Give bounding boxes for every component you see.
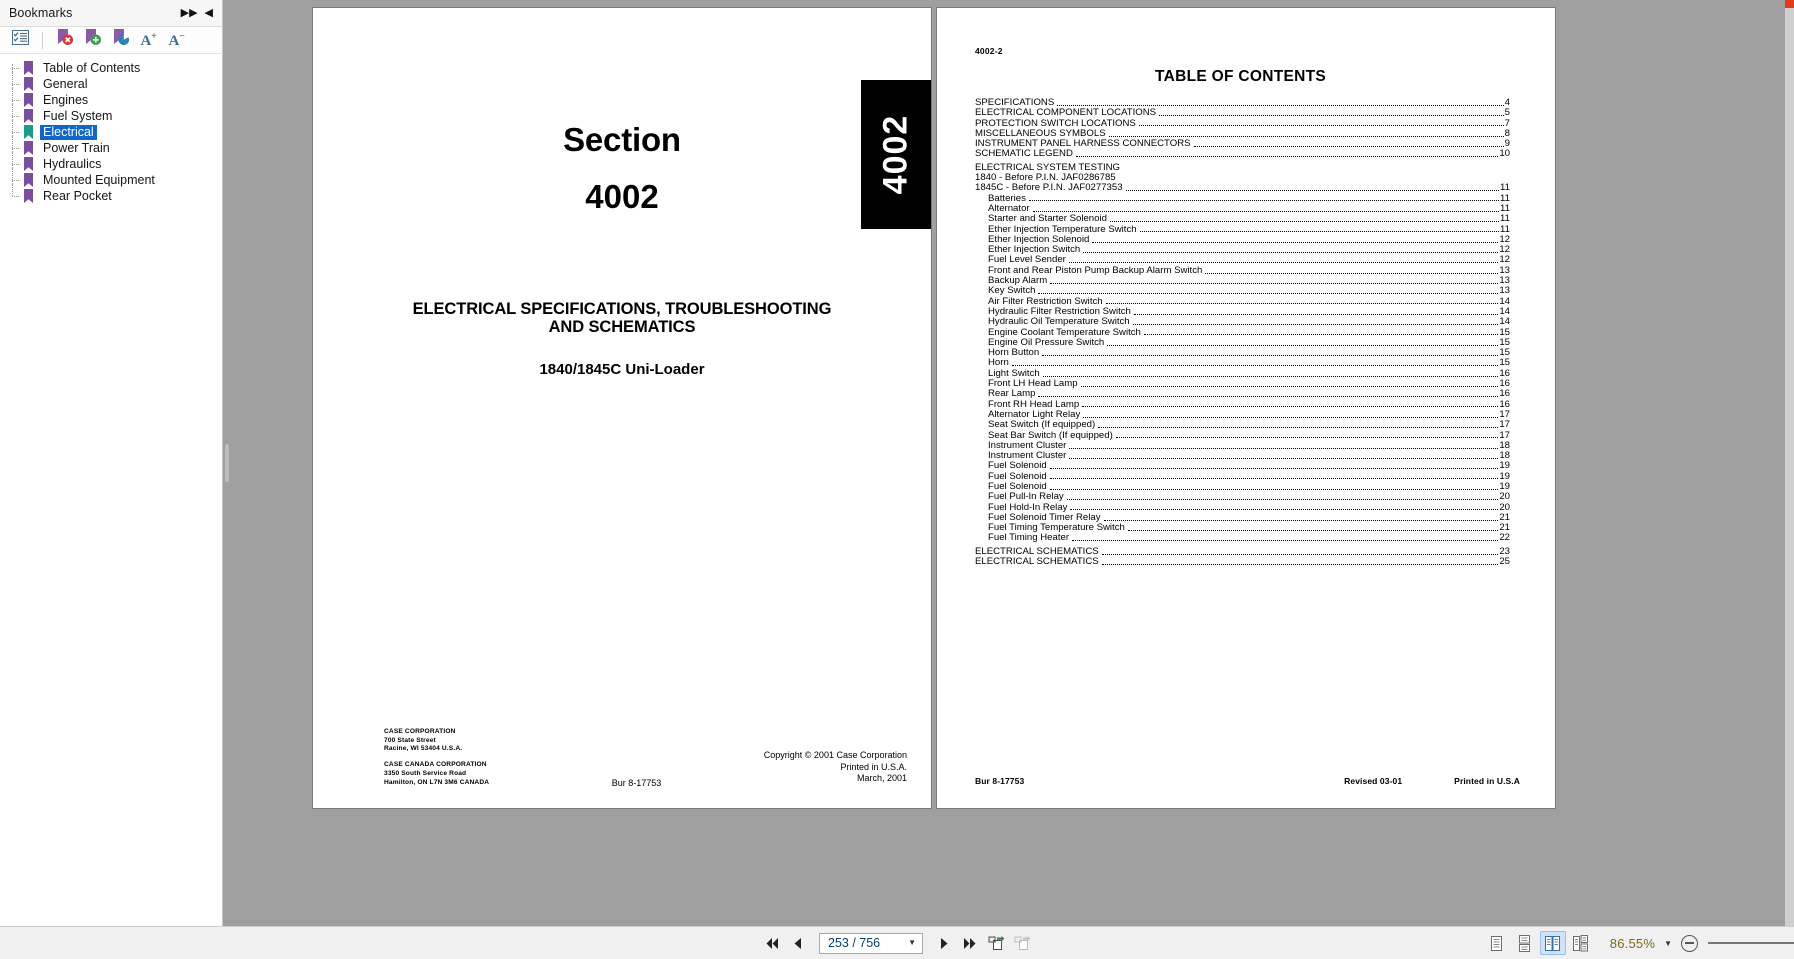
- toc-entry-page: 19: [1499, 480, 1510, 492]
- toc-leader-dots: [1098, 427, 1498, 428]
- toc-leader-dots: [1110, 221, 1499, 222]
- toc-entry-page: 19: [1499, 460, 1510, 472]
- bookmark-item-electrical[interactable]: [0, 124, 222, 140]
- toc-leader-dots: [1102, 564, 1499, 565]
- zoom-level-label[interactable]: 86.55%: [1609, 935, 1656, 951]
- toc-entry-label: 1840 - Before P.I.N. JAF0286785: [975, 172, 1116, 184]
- toc-entry-page: 18: [1499, 439, 1510, 451]
- toc-entry-label: Fuel Timing Temperature Switch: [988, 522, 1125, 534]
- right-page-content: [937, 8, 1555, 567]
- toc-entry-page: 7: [1504, 117, 1510, 129]
- page-right[interactable]: [937, 8, 1555, 808]
- toc-leader-dots: [1106, 303, 1499, 304]
- toc-entry-label: Fuel Timing Heater: [988, 532, 1070, 544]
- toc-entry-label: Backup Alarm: [988, 275, 1048, 287]
- toc-leader-dots: [1119, 180, 1509, 181]
- footer-revised: Revised 03-01: [1344, 776, 1403, 786]
- toc-entry-label: Front and Rear Piston Pump Backup Alarm Switch: [988, 264, 1203, 276]
- toc-leader-dots: [1102, 554, 1499, 555]
- toc-entry-label: Fuel Solenoid: [988, 460, 1047, 472]
- bookmarks-toolbar: [0, 27, 222, 54]
- toc-entry-page: 8: [1504, 127, 1510, 139]
- font-decrease-icon: A−: [168, 30, 185, 49]
- toc-entry-label: Horn Button: [988, 347, 1040, 359]
- right-page-footer: [937, 776, 1555, 786]
- single-page-view-button[interactable]: [1484, 931, 1510, 955]
- next-page-icon: [939, 937, 949, 950]
- bookmarks-header-buttons: [181, 8, 218, 19]
- bookmark-flag-icon: [22, 173, 35, 188]
- toc-leader-dots: [1126, 190, 1499, 191]
- toc-entry-page: 17: [1499, 408, 1510, 420]
- chevron-down-icon[interactable]: ▼: [908, 938, 916, 947]
- bookmark-flag-icon: [22, 141, 35, 156]
- toc-leader-dots: [1069, 448, 1498, 449]
- toc-leader-dots: [1159, 115, 1504, 116]
- toc-leader-dots: [1050, 489, 1499, 490]
- toc-entry-page: 13: [1499, 285, 1510, 297]
- last-page-button[interactable]: [959, 932, 981, 954]
- font-increase-icon: A+: [140, 30, 157, 49]
- toc-leader-dots: [1134, 314, 1498, 315]
- tree-connector: [0, 76, 22, 92]
- toc-entry-page: 15: [1499, 347, 1510, 359]
- toc-leader-dots: [1050, 478, 1499, 479]
- toc-entry-label: PROTECTION SWITCH LOCATIONS: [975, 117, 1136, 129]
- toc-leader-dots: [1029, 200, 1499, 201]
- toc-entry[interactable]: [975, 276, 1510, 286]
- bookmark-item-label: Mounted Equipment: [43, 172, 155, 187]
- toc-entry-label: ELECTRICAL SCHEMATICS: [975, 556, 1099, 568]
- toc-leader-dots: [1104, 520, 1499, 521]
- toc-leader-dots: [1067, 499, 1499, 500]
- toc-entry[interactable]: [975, 194, 1510, 204]
- toc-entry-label: ELECTRICAL COMPONENT LOCATIONS: [975, 107, 1157, 119]
- toc-entry-label: SCHEMATIC LEGEND: [975, 148, 1073, 160]
- toc-entry-page: 25: [1499, 556, 1510, 568]
- toc-entry-page: 11: [1500, 182, 1510, 194]
- toc-entry-page: 20: [1499, 491, 1510, 503]
- next-page-button[interactable]: [933, 932, 955, 954]
- toc-leader-dots: [1038, 396, 1498, 397]
- toc-leader-dots: [1194, 146, 1504, 147]
- toc-leader-dots: [1123, 170, 1509, 171]
- toggle-bookmark-list-button[interactable]: [8, 30, 33, 51]
- section-tab-marker: [861, 80, 931, 229]
- toc-entry-page: 13: [1499, 275, 1510, 287]
- bookmark-item-label: Engines: [43, 92, 89, 107]
- toc-entry-label: 1845C - Before P.I.N. JAF0277353: [975, 182, 1123, 194]
- toc-leader-dots: [1043, 376, 1499, 377]
- bookmark-flag-icon: [22, 125, 35, 140]
- toc-entry-page: 21: [1499, 522, 1510, 534]
- toc-leader-dots: [1038, 293, 1498, 294]
- company2-name: CASE CANADA CORPORATION: [384, 761, 487, 769]
- bookmark-flag-icon: [22, 157, 35, 172]
- bookmark-item-label: Table of Contents: [43, 60, 141, 75]
- toc-entry-page: 13: [1499, 264, 1510, 276]
- delete-bookmark-button[interactable]: [52, 30, 77, 51]
- toc-entry-label: Batteries: [988, 192, 1026, 204]
- document-view[interactable]: [231, 0, 1794, 926]
- toc-entry-page: 21: [1499, 511, 1510, 523]
- bookmark-add-icon: [83, 28, 102, 52]
- toc-entry-page: 14: [1499, 305, 1510, 317]
- toc-entry-page: 16: [1499, 398, 1510, 410]
- bookmark-item-label: Fuel System: [43, 108, 113, 123]
- toc-entry[interactable]: [975, 266, 1510, 276]
- toc-entry-label: Key Switch: [988, 285, 1036, 297]
- collapse-all-icon[interactable]: ▶▶: [180, 6, 198, 19]
- view-controls-group: [1484, 927, 1794, 959]
- bookmarks-title: Bookmarks: [9, 6, 73, 20]
- toc-entry-page: 22: [1499, 532, 1510, 544]
- bookmark-item-power-train[interactable]: [0, 140, 222, 156]
- toc-entry-page: 12: [1499, 244, 1510, 256]
- bookmark-item-mounted-equipment[interactable]: [0, 172, 222, 188]
- add-bookmark-button[interactable]: [80, 30, 105, 51]
- toc-entry-page: 14: [1499, 316, 1510, 328]
- toc-leader-dots: [1083, 417, 1498, 418]
- zoom-out-button[interactable]: [1681, 935, 1698, 952]
- single-page-icon: [1489, 935, 1504, 952]
- toc-entry-page: 23: [1499, 545, 1510, 557]
- toolbar-separator: [42, 32, 43, 49]
- scrollbar-thumb[interactable]: [1785, 0, 1794, 8]
- toc-entry-label: INSTRUMENT PANEL HARNESS CONNECTORS: [975, 138, 1191, 150]
- tree-connector: [0, 124, 22, 140]
- toc-entry-page: 12: [1499, 254, 1510, 266]
- company1-city: Racine, WI 53404 U.S.A.: [384, 745, 463, 753]
- bookmark-item-label: General: [43, 76, 88, 91]
- two-page-view-button[interactable]: [1540, 931, 1566, 955]
- tree-connector: [0, 60, 22, 76]
- toc-entry-label: Fuel Pull-In Relay: [988, 491, 1064, 503]
- last-page-icon: [963, 937, 977, 950]
- vertical-scrollbar[interactable]: [1785, 0, 1794, 926]
- toc-entry-page: 17: [1499, 429, 1510, 441]
- toc-entry-page: 4: [1504, 97, 1510, 108]
- toc-entry-page: 11: [1500, 192, 1510, 204]
- toc-entry[interactable]: [975, 533, 1510, 543]
- status-bar: [0, 926, 1794, 959]
- toc-entry-page: 16: [1499, 378, 1510, 390]
- toc-entry-page: 12: [1499, 233, 1510, 245]
- toc-entry-label: Engine Coolant Temperature Switch: [988, 326, 1141, 338]
- toc-leader-dots: [1092, 242, 1498, 243]
- toc-entry-label: Fuel Solenoid: [988, 470, 1047, 482]
- toc-leader-dots: [1050, 468, 1499, 469]
- toc-entry-page: 9: [1504, 138, 1510, 150]
- tree-connector: [0, 156, 22, 172]
- toc-entry[interactable]: [975, 183, 1510, 193]
- page-title: [313, 300, 931, 337]
- bookmark-item-general[interactable]: [0, 76, 222, 92]
- toc-entry[interactable]: [975, 472, 1510, 482]
- bookmark-edit-icon: [111, 28, 130, 52]
- section-word: Section: [563, 121, 681, 158]
- toc-entry-page: 15: [1499, 326, 1510, 338]
- bookmark-flag-icon: [22, 77, 35, 92]
- sidebar-splitter[interactable]: [223, 0, 231, 926]
- page-title-line2: AND SCHEMATICS: [548, 318, 696, 337]
- toc-entry[interactable]: [975, 149, 1510, 159]
- page-left[interactable]: [313, 8, 931, 808]
- toc-entry-label: Light Switch: [988, 367, 1040, 379]
- toc-entry-page: 17: [1499, 419, 1510, 431]
- pages-container: [313, 8, 1555, 808]
- toc-entry-page: 5: [1504, 107, 1510, 119]
- toc-list: [975, 98, 1510, 567]
- toc-leader-dots: [1140, 231, 1499, 232]
- go-back-icon: [988, 936, 1005, 951]
- toc-leader-dots: [1076, 156, 1498, 157]
- minus-icon: [1685, 942, 1694, 944]
- bookmark-delete-icon: [55, 28, 74, 52]
- toc-entry-page: 19: [1499, 470, 1510, 482]
- page-title-line1: ELECTRICAL SPECIFICATIONS, TROUBLESHOOTING: [412, 300, 832, 318]
- toc-title: TABLE OF CONTENTS: [1155, 68, 1326, 85]
- toc-leader-dots: [1069, 262, 1498, 263]
- toc-entry-label: Fuel Level Sender: [988, 254, 1066, 266]
- footer-printed: Printed in U.S.A: [1454, 776, 1520, 786]
- printed-line: Printed in U.S.A.: [840, 761, 907, 772]
- toc-leader-dots: [1072, 540, 1498, 541]
- toc-entry-label: Hydraulic Filter Restriction Switch: [988, 305, 1131, 317]
- toc-leader-dots: [1070, 509, 1498, 510]
- toc-entry-page: 11: [1500, 202, 1510, 214]
- toc-entry-label: Ether Injection Temperature Switch: [988, 223, 1137, 235]
- toc-leader-dots: [1012, 365, 1499, 366]
- toc-entry-label: Instrument Cluster: [988, 439, 1067, 451]
- toc-entry-label: Front RH Head Lamp: [988, 398, 1080, 410]
- toc-entry-label: ELECTRICAL SYSTEM TESTING: [975, 161, 1121, 173]
- decrease-font-button[interactable]: [164, 30, 189, 51]
- toc-entry-page: 18: [1499, 450, 1510, 462]
- tree-connector: [0, 140, 22, 156]
- bookmark-item-engines[interactable]: [0, 92, 222, 108]
- bookmark-flag-icon: [22, 189, 35, 204]
- splitter-grip: [225, 444, 229, 482]
- toc-leader-dots: [1069, 458, 1498, 459]
- toc-entry[interactable]: [975, 348, 1510, 358]
- edit-bookmark-button[interactable]: [108, 30, 133, 51]
- toc-leader-dots: [1205, 273, 1498, 274]
- toc-entry[interactable]: [975, 557, 1510, 567]
- toc-entry-label: Seat Switch (If equipped): [988, 419, 1096, 431]
- company1-name: CASE CORPORATION: [384, 727, 456, 735]
- toc-entry[interactable]: [975, 461, 1510, 471]
- go-forward-button[interactable]: [1011, 932, 1033, 954]
- toc-leader-dots: [1042, 355, 1498, 356]
- toc-leader-dots: [1083, 252, 1498, 253]
- document-page-number: 4002-2: [975, 46, 1003, 56]
- two-page-scroll-view-button[interactable]: [1568, 931, 1594, 955]
- toc-leader-dots: [1139, 125, 1504, 126]
- toc-entry-label: SPECIFICATIONS: [975, 97, 1055, 108]
- continuous-scroll-view-button[interactable]: [1512, 931, 1538, 955]
- toc-entry-label: Alternator Light Relay: [988, 408, 1081, 420]
- bookmark-flag-icon: [22, 61, 35, 76]
- toc-entry-label: Ether Injection Switch: [988, 244, 1081, 256]
- toc-entry[interactable]: [975, 358, 1510, 368]
- company-addresses: [384, 728, 489, 788]
- bookmark-item-table-of-contents[interactable]: [0, 60, 222, 76]
- hide-panel-icon[interactable]: ◀: [204, 6, 213, 19]
- continuous-scroll-icon: [1517, 935, 1532, 952]
- toc-entry-label: Front LH Head Lamp: [988, 378, 1078, 390]
- checklist-icon: [12, 30, 29, 50]
- bookmark-flag-icon: [22, 109, 35, 124]
- bookmark-item-fuel-system[interactable]: [0, 108, 222, 124]
- toc-entry[interactable]: [975, 379, 1510, 389]
- bookmark-item-hydraulics[interactable]: [0, 156, 222, 172]
- tree-connector: [0, 188, 22, 204]
- toc-entry-label: Ether Injection Solenoid: [988, 233, 1090, 245]
- first-page-button[interactable]: [761, 932, 783, 954]
- bookmark-item-label: Power Train: [43, 140, 110, 155]
- toc-entry[interactable]: [975, 451, 1510, 461]
- footer-bur: Bur 8-17753: [975, 776, 1025, 786]
- page-number-value: 253 / 756: [828, 935, 881, 950]
- bookmarks-header: [0, 0, 222, 27]
- toc-entry-label: ELECTRICAL SCHEMATICS: [975, 545, 1099, 557]
- toc-entry-label: Air Filter Restriction Switch: [988, 295, 1103, 307]
- toc-leader-dots: [1082, 406, 1498, 407]
- toc-entry-label: Fuel Solenoid Timer Relay: [988, 511, 1101, 523]
- zoom-slider[interactable]: [1708, 942, 1794, 944]
- toc-entry-label: Rear Lamp: [988, 388, 1036, 400]
- toc-entry-label: Starter and Starter Solenoid: [988, 213, 1107, 225]
- company2-city: Hamilton, ON L7N 3M6 CANADA: [384, 779, 490, 787]
- copyright-line: Copyright © 2001 Case Corporation: [763, 750, 907, 761]
- bur-number: Bur 8-17753: [611, 778, 662, 788]
- toc-leader-dots: [1057, 105, 1503, 106]
- toc-entry-label: Engine Oil Pressure Switch: [988, 336, 1105, 348]
- toc-leader-dots: [1128, 530, 1498, 531]
- go-back-button[interactable]: [985, 932, 1007, 954]
- section-tab-label: 4002: [876, 114, 915, 195]
- bookmark-item-rear-pocket[interactable]: [0, 188, 222, 204]
- toc-leader-dots: [1081, 386, 1499, 387]
- bookmark-item-label: Rear Pocket: [43, 188, 112, 203]
- toc-entry-page: 11: [1500, 213, 1510, 225]
- date-line: March, 2001: [856, 772, 907, 783]
- bookmarks-sidebar: [0, 0, 223, 926]
- copyright-block: [764, 750, 907, 788]
- toc-entry-page: 16: [1499, 388, 1510, 400]
- toc-leader-dots: [1116, 437, 1499, 438]
- tree-connector: [0, 92, 22, 108]
- model-label: 1840/1845C Uni-Loader: [539, 360, 705, 378]
- previous-page-icon: [793, 937, 803, 950]
- tree-connector: [0, 108, 22, 124]
- toc-leader-dots: [1033, 211, 1499, 212]
- toc-leader-dots: [1144, 334, 1498, 335]
- toc-entry-page: 16: [1499, 367, 1510, 379]
- zoom-dropdown-icon[interactable]: ▼: [1664, 938, 1672, 948]
- toc-leader-dots: [1109, 136, 1504, 137]
- toc-entry-page: 10: [1499, 148, 1510, 160]
- first-page-icon: [765, 937, 779, 950]
- bookmark-flag-icon: [22, 93, 35, 108]
- toc-entry-page: 20: [1499, 501, 1510, 513]
- toc-entry-label: Alternator: [988, 202, 1030, 214]
- bookmark-item-label: Electrical: [40, 125, 97, 140]
- toc-entry-page: 11: [1500, 223, 1510, 235]
- toc-entry-label: MISCELLANEOUS SYMBOLS: [975, 127, 1106, 139]
- go-forward-icon: [1014, 936, 1031, 951]
- left-page-footer: [313, 728, 931, 788]
- toc-entry[interactable]: [975, 338, 1510, 348]
- toc-entry-label: Fuel Hold-In Relay: [988, 501, 1068, 513]
- toc-leader-dots: [1107, 345, 1498, 346]
- increase-font-button[interactable]: [136, 30, 161, 51]
- toc-entry[interactable]: [975, 420, 1510, 430]
- two-page-scroll-icon: [1572, 935, 1589, 952]
- page-navigation-group: [761, 932, 1033, 954]
- toc-entry-page: 15: [1499, 336, 1510, 348]
- toc-leader-dots: [1133, 324, 1499, 325]
- toc-entry-label: Instrument Cluster: [988, 450, 1067, 462]
- two-page-icon: [1544, 935, 1561, 952]
- company2-street: 3350 South Service Road: [384, 770, 467, 778]
- toc-entry-label: Seat Bar Switch (If equipped): [988, 429, 1113, 441]
- toc-entry-label: Hydraulic Oil Temperature Switch: [988, 316, 1130, 328]
- toc-leader-dots: [1050, 283, 1498, 284]
- bookmark-tree: [0, 54, 222, 926]
- toc-entry[interactable]: [975, 317, 1510, 327]
- toc-entry-page: 14: [1499, 295, 1510, 307]
- tree-connector: [0, 172, 22, 188]
- toc-entry-label: Fuel Solenoid: [988, 480, 1047, 492]
- toc-entry-page: 15: [1499, 357, 1510, 369]
- previous-page-button[interactable]: [787, 932, 809, 954]
- toc-entry-label: Horn: [988, 357, 1009, 369]
- bookmark-item-label: Hydraulics: [43, 156, 102, 171]
- company1-street: 700 State Street: [384, 736, 436, 744]
- section-number: 4002: [585, 178, 659, 215]
- page-number-input[interactable]: [819, 933, 923, 954]
